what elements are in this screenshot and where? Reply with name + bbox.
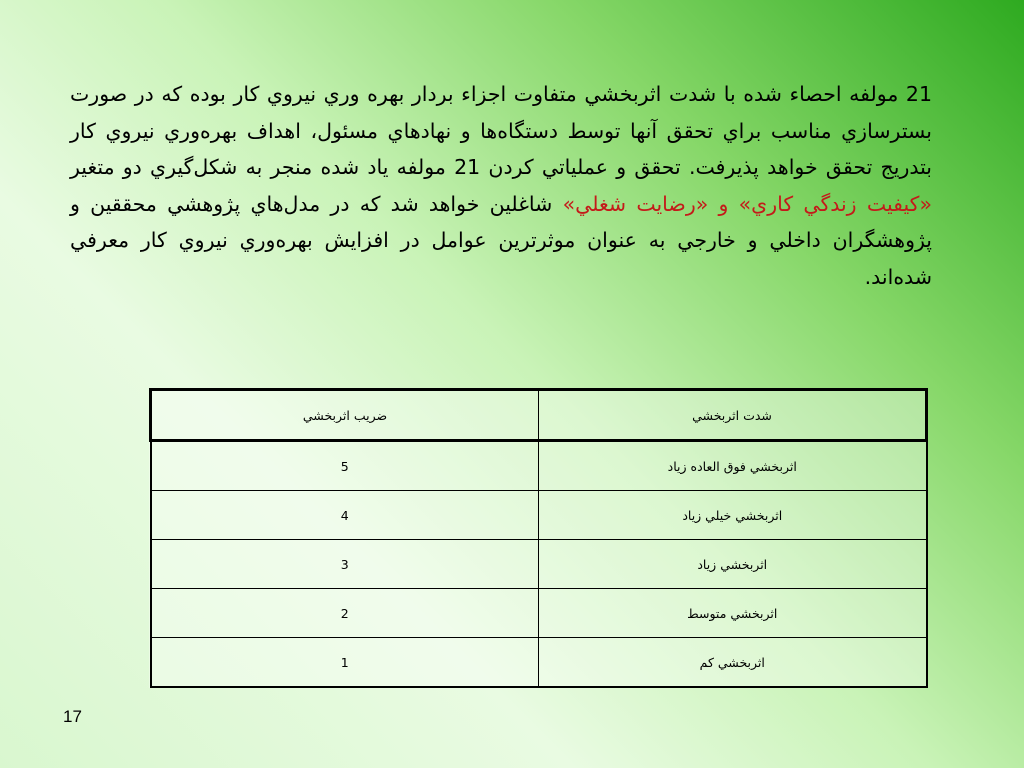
paragraph-text-before: 21 مولفه احصاء شده با شدت اثربخشي متفاوت اجزاء بردار بهره وري نيروي كار بوده كه در صورت بسترسازي مناسب براي تحقق آنها توسط دستگاه‌ها و نهادهاي مسئول، اهداف بهره‌وري نيروي كار بتدريج تحقق خواهد پذيرفت. تحقق و عملياتي كردن 21 مولفه ياد شده منجر به شكل‌گيري دو متغير [70, 82, 932, 179]
paragraph-highlight: «كيفيت زندگي كاري» و «رضايت شغلي» [562, 191, 932, 216]
cell-coefficient: 4 [151, 491, 539, 540]
header-intensity: شدت اثربخشي [539, 390, 927, 441]
paragraph-text-after: شاغلين خواهد شد كه در مدل‌هاي پژوهشي محققين و پژوهشگران داخلي و خارجي به عنوان موثرترين عوامل در افزايش بهره‌وري نيروي كار معرفي شده‌اند. [70, 191, 932, 289]
table-row [151, 441, 927, 491]
table-row [151, 589, 927, 638]
table-row [151, 491, 927, 540]
cell-intensity: اثربخشي كم [539, 638, 927, 688]
effectiveness-table [149, 388, 928, 688]
cell-intensity: اثربخشي زياد [539, 540, 927, 589]
cell-intensity: اثربخشي متوسط [539, 589, 927, 638]
cell-coefficient: 2 [151, 589, 539, 638]
table-row [151, 638, 927, 688]
cell-coefficient: 5 [151, 441, 539, 491]
table-header-row [151, 390, 927, 441]
cell-intensity: اثربخشي فوق العاده زياد [539, 441, 927, 491]
header-coefficient: ضريب اثربخشي [151, 390, 539, 441]
cell-coefficient: 1 [151, 638, 539, 688]
slide-number: 17 [63, 707, 82, 726]
cell-coefficient: 3 [151, 540, 539, 589]
table-row [151, 540, 927, 589]
body-paragraph [70, 76, 932, 295]
cell-intensity: اثربخشي خيلي زياد [539, 491, 927, 540]
